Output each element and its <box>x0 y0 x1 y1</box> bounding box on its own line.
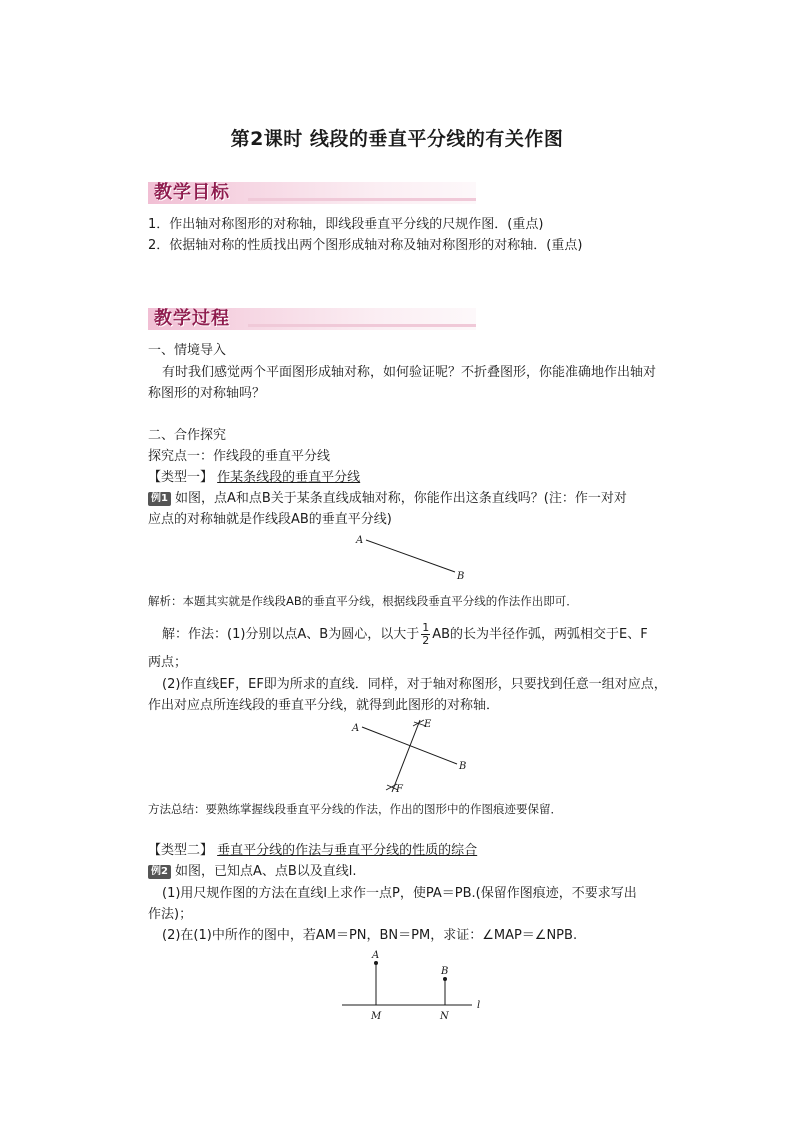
example-1-line-2: 应点的对称轴就是作线段AB的垂直平分线) <box>148 512 392 527</box>
method-summary: 方法总结：要熟练掌握线段垂直平分线的作法，作出的图形中的作图痕迹要保留． <box>148 802 562 816</box>
section-banner-goals <box>148 182 476 204</box>
example-2-line-1 <box>148 861 357 882</box>
section-heading-process: 教学过程 <box>154 308 230 329</box>
section-1-title: 一、情境导入 <box>148 343 227 358</box>
section-heading-goals: 教学目标 <box>154 182 230 203</box>
section-2-title: 二、合作探究 <box>148 428 227 443</box>
label-a: A <box>352 723 360 734</box>
analysis-text: 解析：本题其实就是作线段AB的垂直平分线，根据线段垂直平分线的作法作出即可． <box>148 594 578 608</box>
example-1-line-1 <box>148 488 627 509</box>
example-1-text: 如图，点A和点B关于某条直线成轴对称，你能作出这条直线吗？(注：作一对对 <box>174 491 627 506</box>
label-m: M <box>371 1011 382 1022</box>
type-1-tag: 【类型一】 <box>148 470 214 485</box>
figure-points-and-line <box>335 945 495 1025</box>
solution-step-2-line-1: (2)作直线EF，EF即为所求的直线．同样，对于轴对称图形，只要找到任意一组对应点， <box>162 677 667 692</box>
solution-step-2-line-2: 作出对应点所连线段的垂直平分线，就得到此图形的对称轴． <box>148 698 500 713</box>
type-1-title: 作某条线段的垂直平分线 <box>217 470 361 485</box>
type-2-heading <box>148 840 477 861</box>
label-b: B <box>459 761 467 772</box>
label-b: B <box>457 571 465 582</box>
label-f: F <box>396 784 403 795</box>
label-l: l <box>477 1000 481 1011</box>
label-b: B <box>441 966 449 977</box>
example-1-tag: 例1 <box>148 492 171 506</box>
question-1-line-1: (1)用尺规作图的方法在直线l上求作一点P，使PA＝PB.(保留作图痕迹，不要求写出 <box>162 886 637 901</box>
segment-ab <box>362 727 457 764</box>
solution-line-1 <box>162 622 648 647</box>
solution-text-a: 解：作法：(1)分别以点A、B为圆心，以大于 <box>162 627 420 642</box>
segment-ab <box>366 540 455 572</box>
fraction-half: $\frac{1}{2}$ <box>422 621 430 647</box>
type-2-tag: 【类型二】 <box>148 843 214 858</box>
type-2-title: 垂直平分线的作法与垂直平分线的性质的综合 <box>217 843 478 858</box>
example-2-text: 如图，已知点A、点B以及直线l. <box>174 864 357 879</box>
figure-segment-ab <box>340 530 490 585</box>
label-e: E <box>424 719 432 730</box>
example-2-tag: 例2 <box>148 865 171 879</box>
intro-line-2: 称图形的对称轴吗？ <box>148 386 266 401</box>
point-b <box>443 977 447 981</box>
figure-perpendicular-bisector <box>340 712 490 797</box>
question-1-line-2: 作法)； <box>148 907 193 922</box>
point-a <box>374 961 378 965</box>
label-a: A <box>372 950 380 961</box>
goal-item-2: 2．依据轴对称的性质找出两个图形成轴对称及轴对称图形的对称轴．(重点) <box>148 238 583 253</box>
type-1-heading <box>148 467 360 488</box>
intro-line-1: 有时我们感觉两个平面图形成轴对称，如何验证呢？不折叠图形，你能准确地作出轴对 <box>162 365 657 380</box>
goal-item-1: 1．作出轴对称图形的对称轴，即线段垂直平分线的尺规作图．(重点) <box>148 217 544 232</box>
solution-text-b: AB的长为半径作弧，两弧相交于E、F <box>432 627 648 642</box>
solution-line-2: 两点； <box>148 655 188 670</box>
line-ef <box>392 720 420 792</box>
label-a: A <box>356 535 364 546</box>
explore-point-1: 探究点一：作线段的垂直平分线 <box>148 449 331 464</box>
page-title: 第2课时 线段的垂直平分线的有关作图 <box>230 128 564 150</box>
question-2: (2)在(1)中所作的图中，若AM＝PN，BN＝PM，求证：∠MAP＝∠NPB. <box>162 928 578 943</box>
label-n: N <box>440 1011 449 1022</box>
section-banner-process <box>148 308 476 330</box>
